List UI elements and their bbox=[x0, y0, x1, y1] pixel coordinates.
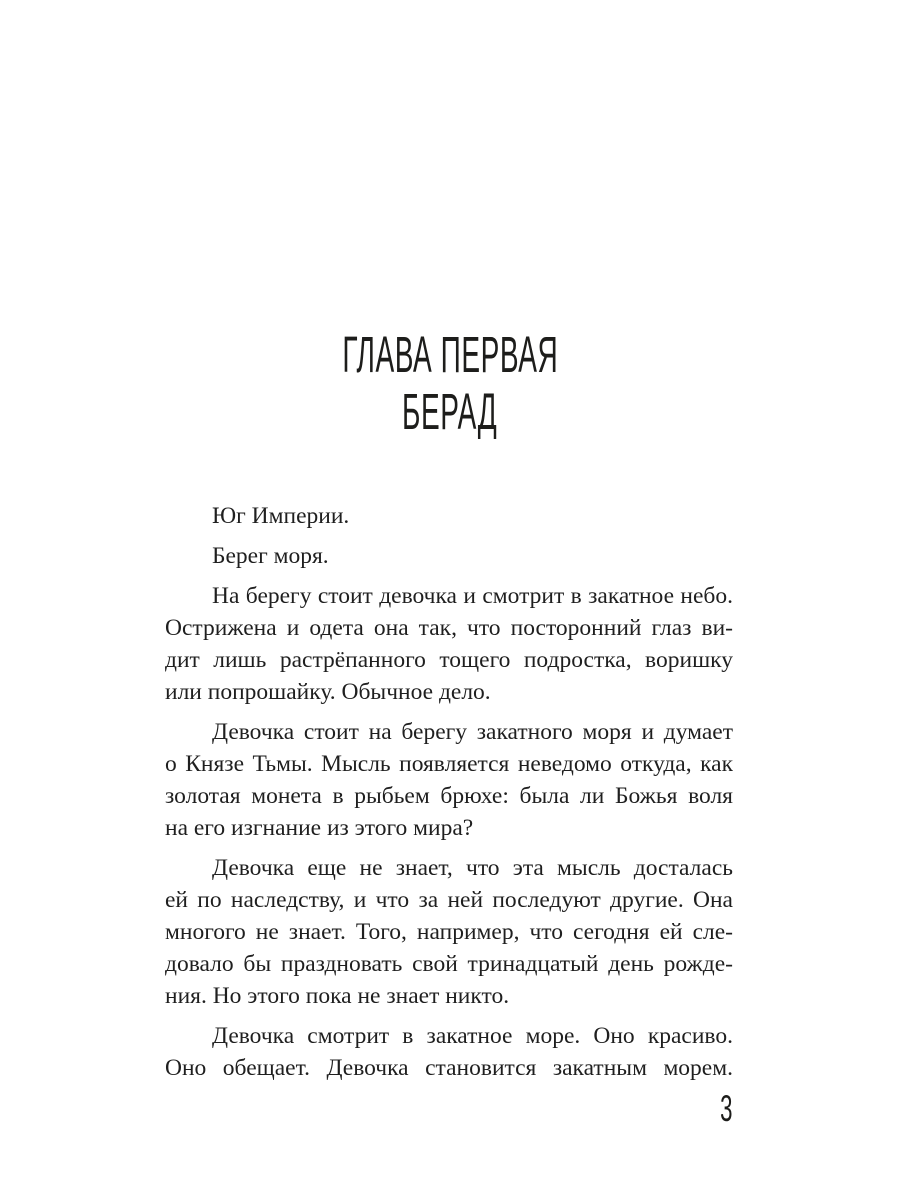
chapter-title-line2: БЕРАД bbox=[402, 383, 498, 440]
text-line: ей по наследству, и что за ней последуют другие. Она bbox=[165, 887, 733, 913]
text-line: многого не знает. Того, например, что сегодня ей сле- bbox=[165, 919, 733, 945]
text-line: Берег моря. bbox=[212, 543, 329, 569]
text-line: Девочка смотрит в закатное море. Оно красиво. bbox=[212, 1023, 733, 1049]
text-line: Девочка еще не знает, что эта мысль досталась bbox=[212, 855, 733, 881]
text-line: золотая монета в рыбьем брюхе: была ли Божья воля bbox=[165, 783, 733, 809]
text-line: Оно обещает. Девочка становится закатным морем. bbox=[165, 1055, 733, 1081]
text-line: на его изгнание из этого мира? bbox=[165, 815, 474, 841]
paragraph bbox=[165, 716, 733, 844]
paragraph bbox=[165, 852, 733, 1012]
paragraph bbox=[165, 1020, 733, 1084]
page-number bbox=[686, 1088, 766, 1131]
text-line: или попрошайку. Обычное дело. bbox=[165, 679, 491, 705]
text-line: На берегу стоит девочка и смотрит в закатное небо. bbox=[212, 583, 733, 609]
text-line: о Князе Тьмы. Мысль появляется неведомо откуда, как bbox=[165, 751, 733, 777]
text-line: Острижена и одета она так, что посторонний глаз ви- bbox=[165, 615, 733, 641]
page-number-text: 3 bbox=[719, 1088, 733, 1129]
chapter-title bbox=[0, 326, 900, 440]
chapter-title-line1: ГЛАВА ПЕРВАЯ bbox=[342, 326, 558, 383]
paragraph bbox=[165, 580, 733, 708]
text-line: ния. Но этого пока не знает никто. bbox=[165, 983, 510, 1009]
chapter-title-row bbox=[0, 326, 900, 383]
paragraph bbox=[165, 540, 733, 572]
chapter-title-row bbox=[0, 383, 900, 440]
text-block bbox=[165, 500, 733, 1092]
text-line: Юг Империи. bbox=[212, 503, 350, 529]
text-line: Девочка стоит на берегу закатного моря и думает bbox=[212, 719, 733, 745]
paragraph bbox=[165, 500, 733, 532]
text-line: дит лишь растрёпанного тощего подростка, воришку bbox=[165, 647, 733, 673]
text-line: довало бы праздновать свой тринадцатый день рожде- bbox=[165, 951, 733, 977]
